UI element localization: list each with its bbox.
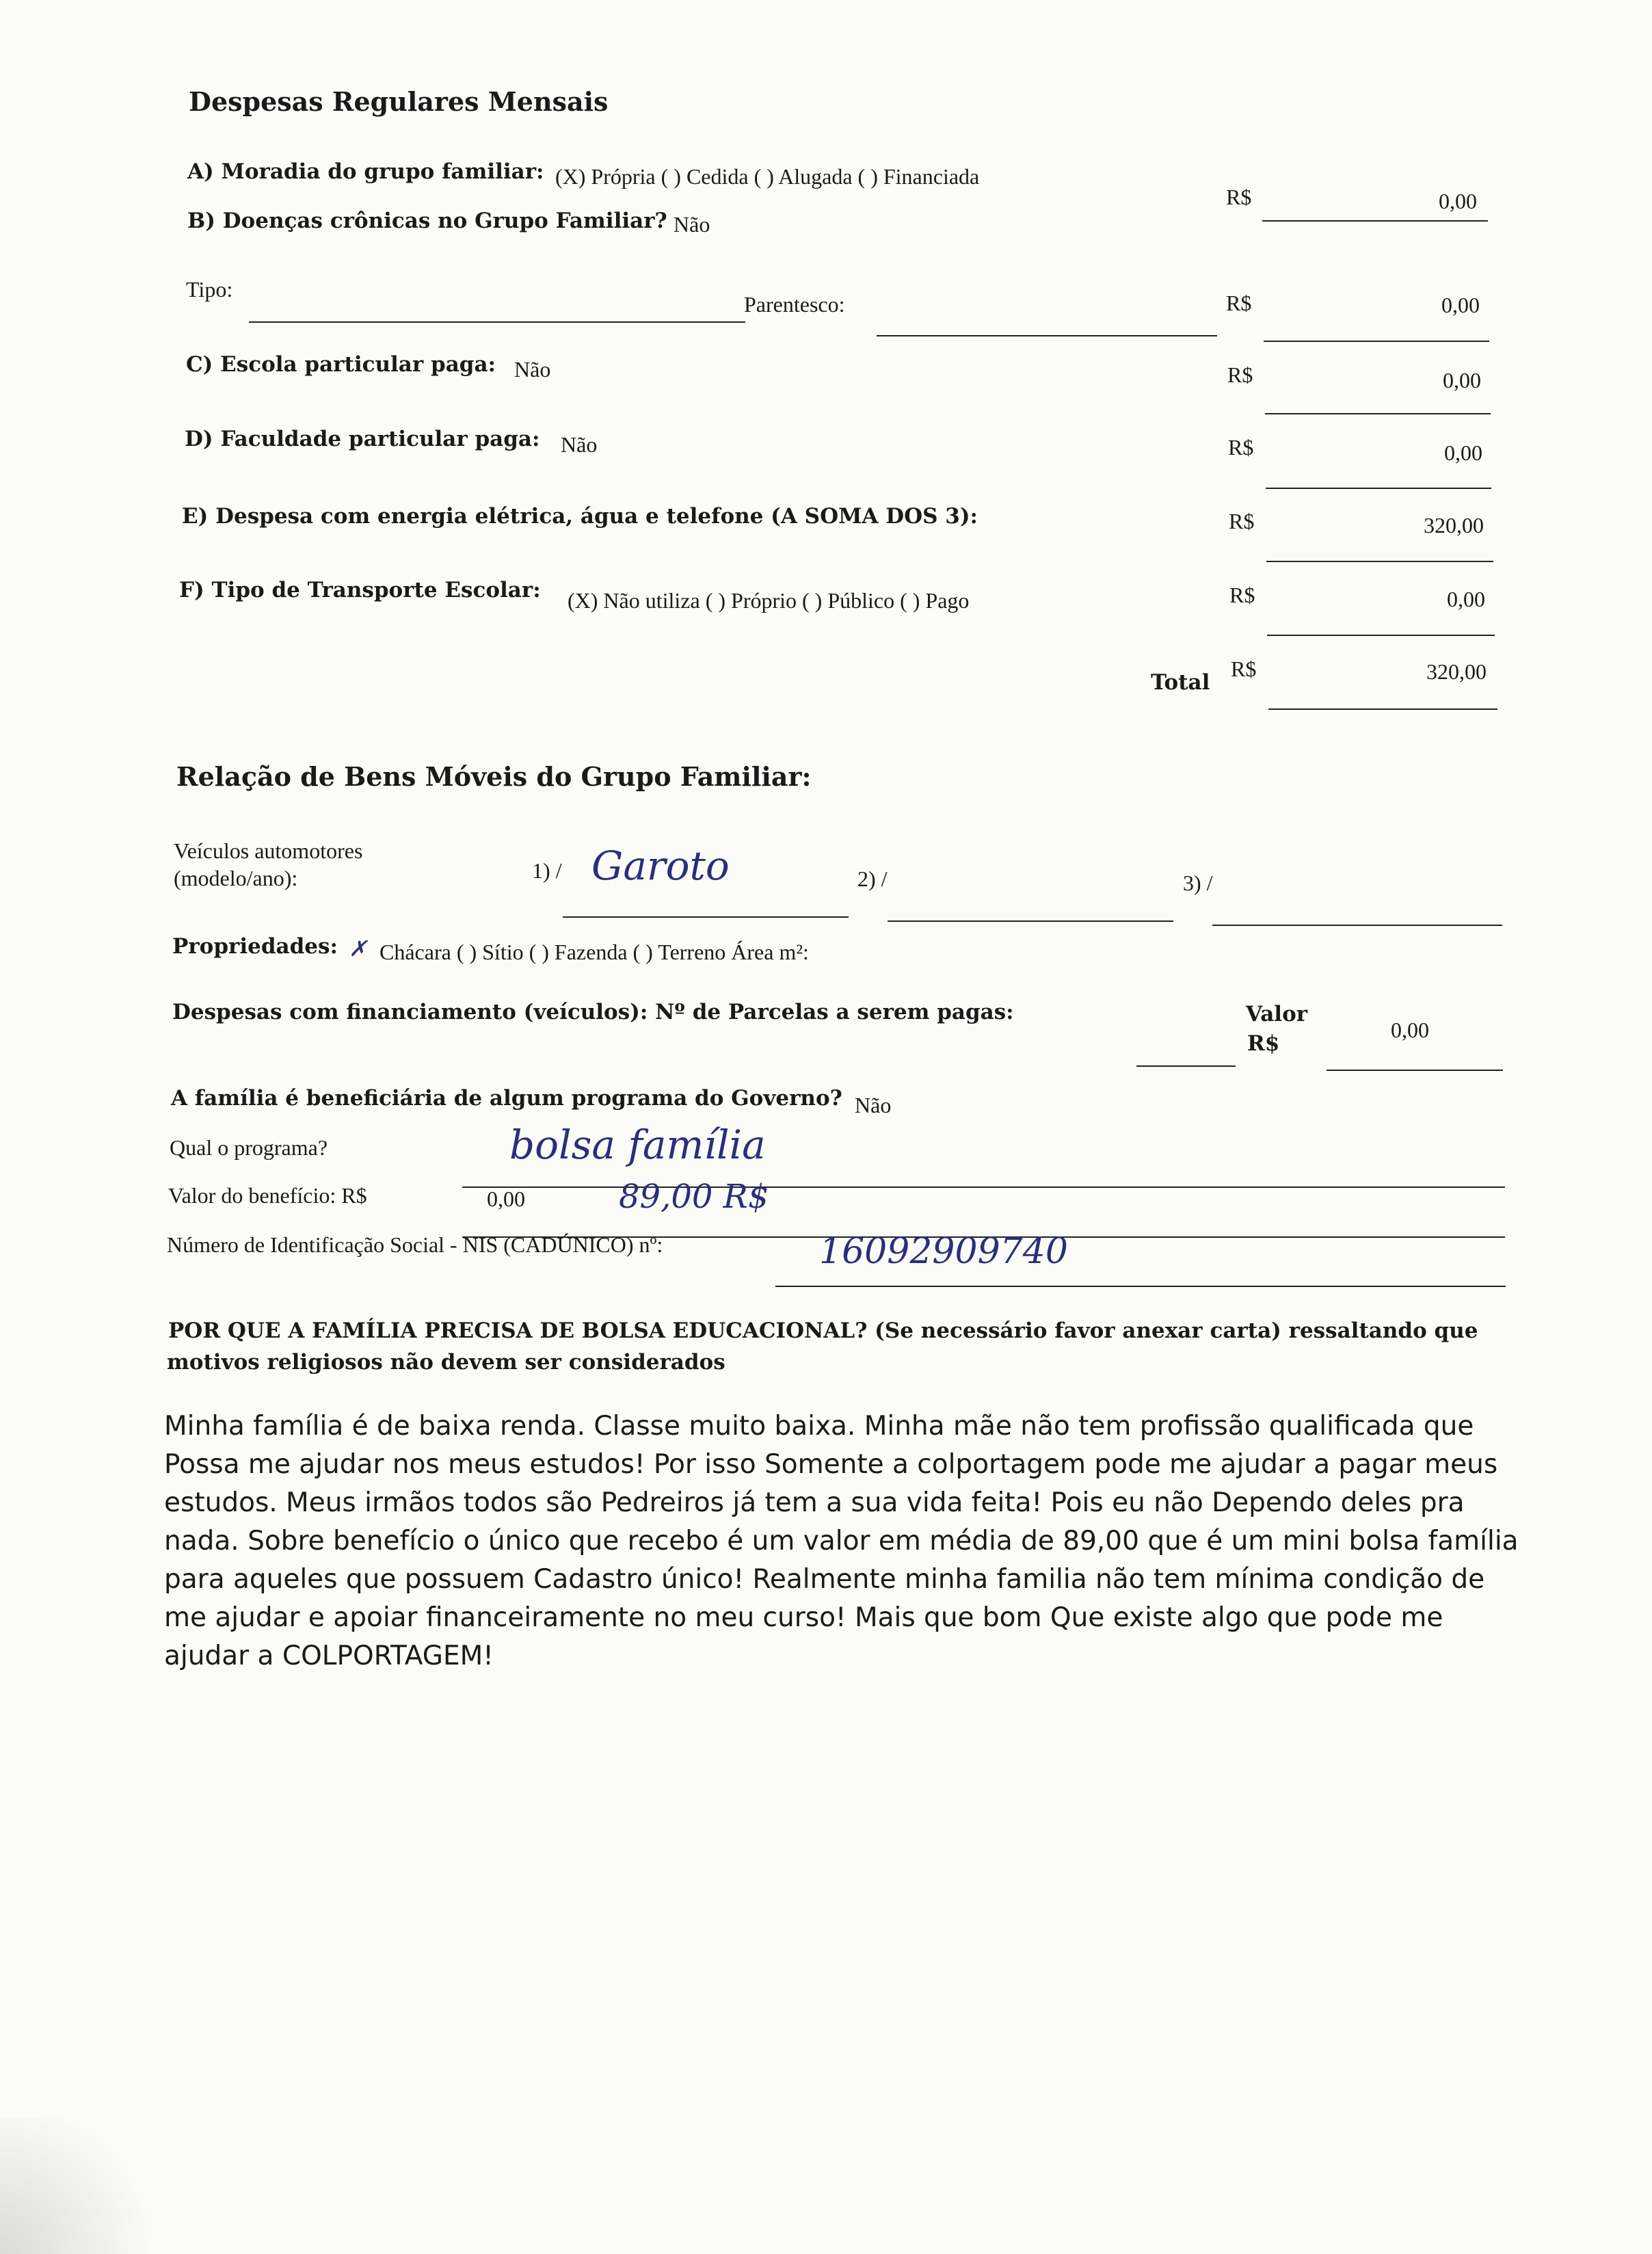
- propriedades-label: Propriedades:: [172, 934, 338, 959]
- amount-line: [1266, 561, 1493, 562]
- nis-line: [775, 1286, 1506, 1287]
- currency-label: R$: [1229, 583, 1255, 607]
- moradia-label: A) Moradia do grupo familiar:: [187, 159, 544, 184]
- beneficiaria-value: Não: [855, 1093, 892, 1117]
- vehicle-2-prefix: 2) /: [857, 866, 888, 891]
- faculdade-label: D) Faculdade particular paga:: [185, 427, 540, 451]
- moradia-amount: 0,00: [1439, 189, 1477, 213]
- doencas-amount: 0,00: [1441, 293, 1480, 317]
- justification-line: para aqueles que possuem Cadastro único! Realmente minha familia não tem mínima condição de: [164, 1564, 1485, 1595]
- escola-amount: 0,00: [1443, 368, 1481, 393]
- total-label: Total: [1151, 670, 1210, 695]
- nis-label: Número de Identificação Social - NIS (CADÚNICO) nº:: [167, 1232, 663, 1257]
- doencas-value: Não: [674, 212, 710, 237]
- parentesco-label: Parentesco:: [744, 292, 845, 317]
- financiamento-label: Despesas com financiamento (veículos): Nº de Parcelas a serem pagas:: [172, 1000, 1014, 1024]
- bolsa-question: POR QUE A FAMÍLIA PRECISA DE BOLSA EDUCACIONAL? (Se necessário favor anexar carta) ressaltando que: [168, 1318, 1478, 1343]
- transporte-label: F) Tipo de Transporte Escolar:: [179, 578, 541, 602]
- amount-line: [1267, 635, 1495, 636]
- total-amount: 320,00: [1426, 659, 1487, 684]
- nis-handwriting: 16092909740: [819, 1231, 1068, 1272]
- justification-line: ajudar a COLPORTAGEM!: [164, 1641, 494, 1671]
- beneficio-label: Valor do benefício: R$: [168, 1183, 367, 1208]
- escola-value: Não: [514, 357, 551, 382]
- justification-line: estudos. Meus irmãos todos são Pedreiros já tem a sua vida feita! Pois eu não Dependo deles pra: [164, 1487, 1465, 1518]
- vehicle-1-line: [563, 916, 849, 918]
- vehicle-1-prefix: 1) /: [532, 858, 562, 883]
- valor-currency-label: R$: [1247, 1031, 1280, 1056]
- tipo-line: [249, 321, 745, 323]
- section-title-despesas: Despesas Regulares Mensais: [189, 86, 609, 117]
- bolsa-question-cont: motivos religiosos não devem ser considerados: [167, 1350, 725, 1375]
- transporte-options: (X) Não utiliza ( ) Próprio ( ) Público ( ) Pago: [568, 588, 970, 613]
- currency-label: R$: [1226, 185, 1252, 209]
- justification-line: me ajudar e apoiar financeiramente no meu curso! Mais que bom Que existe algo que pode me: [164, 1602, 1443, 1633]
- amount-line: [1265, 413, 1491, 414]
- amount-line: [1262, 220, 1488, 222]
- currency-label: R$: [1227, 362, 1253, 387]
- propriedades-options: Chácara ( ) Sítio ( ) Fazenda ( ) Terreno Área m²:: [379, 940, 809, 964]
- financiamento-amount: 0,00: [1391, 1018, 1429, 1042]
- parentesco-line: [877, 335, 1217, 336]
- beneficio-handwriting: 89,00 R$: [619, 1178, 769, 1216]
- amount-line: [1266, 488, 1491, 489]
- currency-label: R$: [1226, 291, 1252, 315]
- currency-label: R$: [1228, 435, 1254, 460]
- justification-text: [164, 1407, 1518, 1675]
- currency-label: R$: [1231, 657, 1257, 681]
- amount-line: [1264, 341, 1489, 342]
- energia-label: E) Despesa com energia elétrica, água e telefone (A SOMA DOS 3):: [182, 504, 978, 529]
- financiamento-line: [1327, 1070, 1503, 1071]
- total-line: [1268, 708, 1497, 710]
- vehicle-3-prefix: 3) /: [1183, 871, 1213, 895]
- transporte-amount: 0,00: [1447, 587, 1485, 611]
- parcelas-line: [1136, 1065, 1236, 1067]
- programa-label: Qual o programa?: [170, 1135, 328, 1160]
- justification-line: nada. Sobre benefício o único que recebo é um valor em média de 89,00 que é um mini bolsa família: [164, 1526, 1519, 1556]
- faculdade-amount: 0,00: [1444, 440, 1482, 465]
- chacara-mark: ✗: [349, 936, 367, 962]
- doencas-label: B) Doenças crônicas no Grupo Familiar?: [187, 209, 667, 233]
- scan-speckle: [0, 2117, 178, 2254]
- section-title-bens: Relação de Bens Móveis do Grupo Familiar:: [176, 761, 812, 792]
- justification-line: Minha família é de baixa renda. Classe muito baixa. Minha mãe não tem profissão qualificada que: [164, 1411, 1474, 1442]
- currency-label: R$: [1229, 509, 1255, 533]
- justification-line: Possa me ajudar nos meus estudos! Por isso Somente a colportagem pode me ajudar a pagar meus: [164, 1449, 1498, 1480]
- escola-label: C) Escola particular paga:: [186, 352, 496, 377]
- veiculos-label-year: (modelo/ano):: [174, 866, 298, 890]
- vehicle-1-handwriting: Garoto: [591, 843, 730, 889]
- veiculos-label: Veículos automotores: [174, 838, 363, 863]
- beneficiaria-label: A família é beneficiária de algum programa do Governo?: [171, 1086, 842, 1111]
- beneficio-value: 0,00: [487, 1186, 525, 1211]
- faculdade-value: Não: [561, 432, 598, 457]
- valor-label: Valor: [1246, 1002, 1308, 1026]
- moradia-options: (X) Própria ( ) Cedida ( ) Alugada ( ) Financiada: [555, 164, 980, 189]
- programa-handwriting: bolsa família: [509, 1122, 766, 1168]
- energia-amount: 320,00: [1424, 513, 1484, 538]
- vehicle-2-line: [888, 920, 1173, 922]
- vehicle-3-line: [1212, 925, 1502, 926]
- tipo-label: Tipo:: [186, 277, 233, 302]
